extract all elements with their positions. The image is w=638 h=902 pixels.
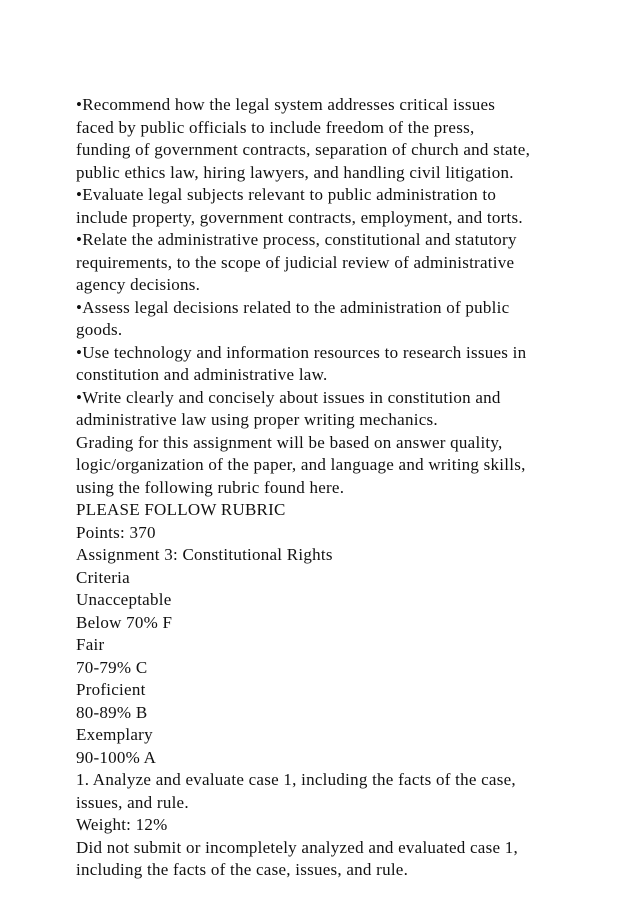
criterion-1-unacceptable-desc-cont: including the facts of the case, issues, and rule.: [76, 860, 409, 879]
points-total: Points: 370: [76, 522, 156, 542]
rubric-level-proficient: Proficient: [76, 680, 146, 699]
text-line: requirements, to the scope of judicial review of administrative: [76, 252, 515, 272]
criterion-1-title: 1. Analyze and evaluate case 1, including the facts of the case,: [76, 770, 516, 789]
rubric-level-unacceptable: Unacceptable: [76, 590, 172, 609]
criterion-1-title-cont: issues, and rule.: [76, 792, 189, 812]
text-line: Grading for this assignment will be based on answer quality,: [76, 432, 503, 452]
text-line: logic/organization of the paper, and language and writing skills,: [76, 455, 526, 474]
text-line: agency decisions.: [76, 275, 201, 294]
rubric-range-proficient: 80-89% B: [76, 702, 148, 722]
text-line: faced by public officials to include freedom of the press,: [76, 117, 475, 137]
document-body: [76, 94, 596, 882]
text-line: •Recommend how the legal system addresses critical issues: [76, 95, 496, 114]
rubric-range-exemplary: 90-100% A: [76, 747, 157, 767]
rubric-header-criteria: Criteria: [76, 567, 130, 587]
text-line: •Relate the administrative process, constitutional and statutory: [76, 230, 517, 249]
text-line: funding of government contracts, separation of church and state,: [76, 140, 531, 159]
rubric-range-unacceptable: Below 70% F: [76, 612, 173, 632]
text-line: public ethics law, hiring lawyers, and handling civil litigation.: [76, 162, 514, 182]
criterion-1-weight: Weight: 12%: [76, 815, 168, 834]
text-line: •Use technology and information resources to research issues in: [76, 342, 527, 362]
rubric-range-fair: 70-79% C: [76, 657, 148, 677]
criterion-1-unacceptable-desc: Did not submit or incompletely analyzed and evaluated case 1,: [76, 837, 519, 857]
text-line: •Write clearly and concisely about issues in constitution and: [76, 387, 501, 407]
rubric-notice: PLEASE FOLLOW RUBRIC: [76, 500, 286, 519]
text-line: •Assess legal decisions related to the administration of public: [76, 297, 510, 317]
text-line: •Evaluate legal subjects relevant to public administration to: [76, 185, 497, 204]
rubric-level-fair: Fair: [76, 635, 105, 654]
text-line: administrative law using proper writing mechanics.: [76, 410, 438, 429]
text-line: constitution and administrative law.: [76, 365, 328, 384]
rubric-level-exemplary: Exemplary: [76, 725, 153, 744]
text-line: include property, government contracts, employment, and torts.: [76, 207, 523, 227]
text-line: using the following rubric found here.: [76, 477, 345, 497]
assignment-title: Assignment 3: Constitutional Rights: [76, 545, 333, 564]
text-line: goods.: [76, 320, 123, 339]
